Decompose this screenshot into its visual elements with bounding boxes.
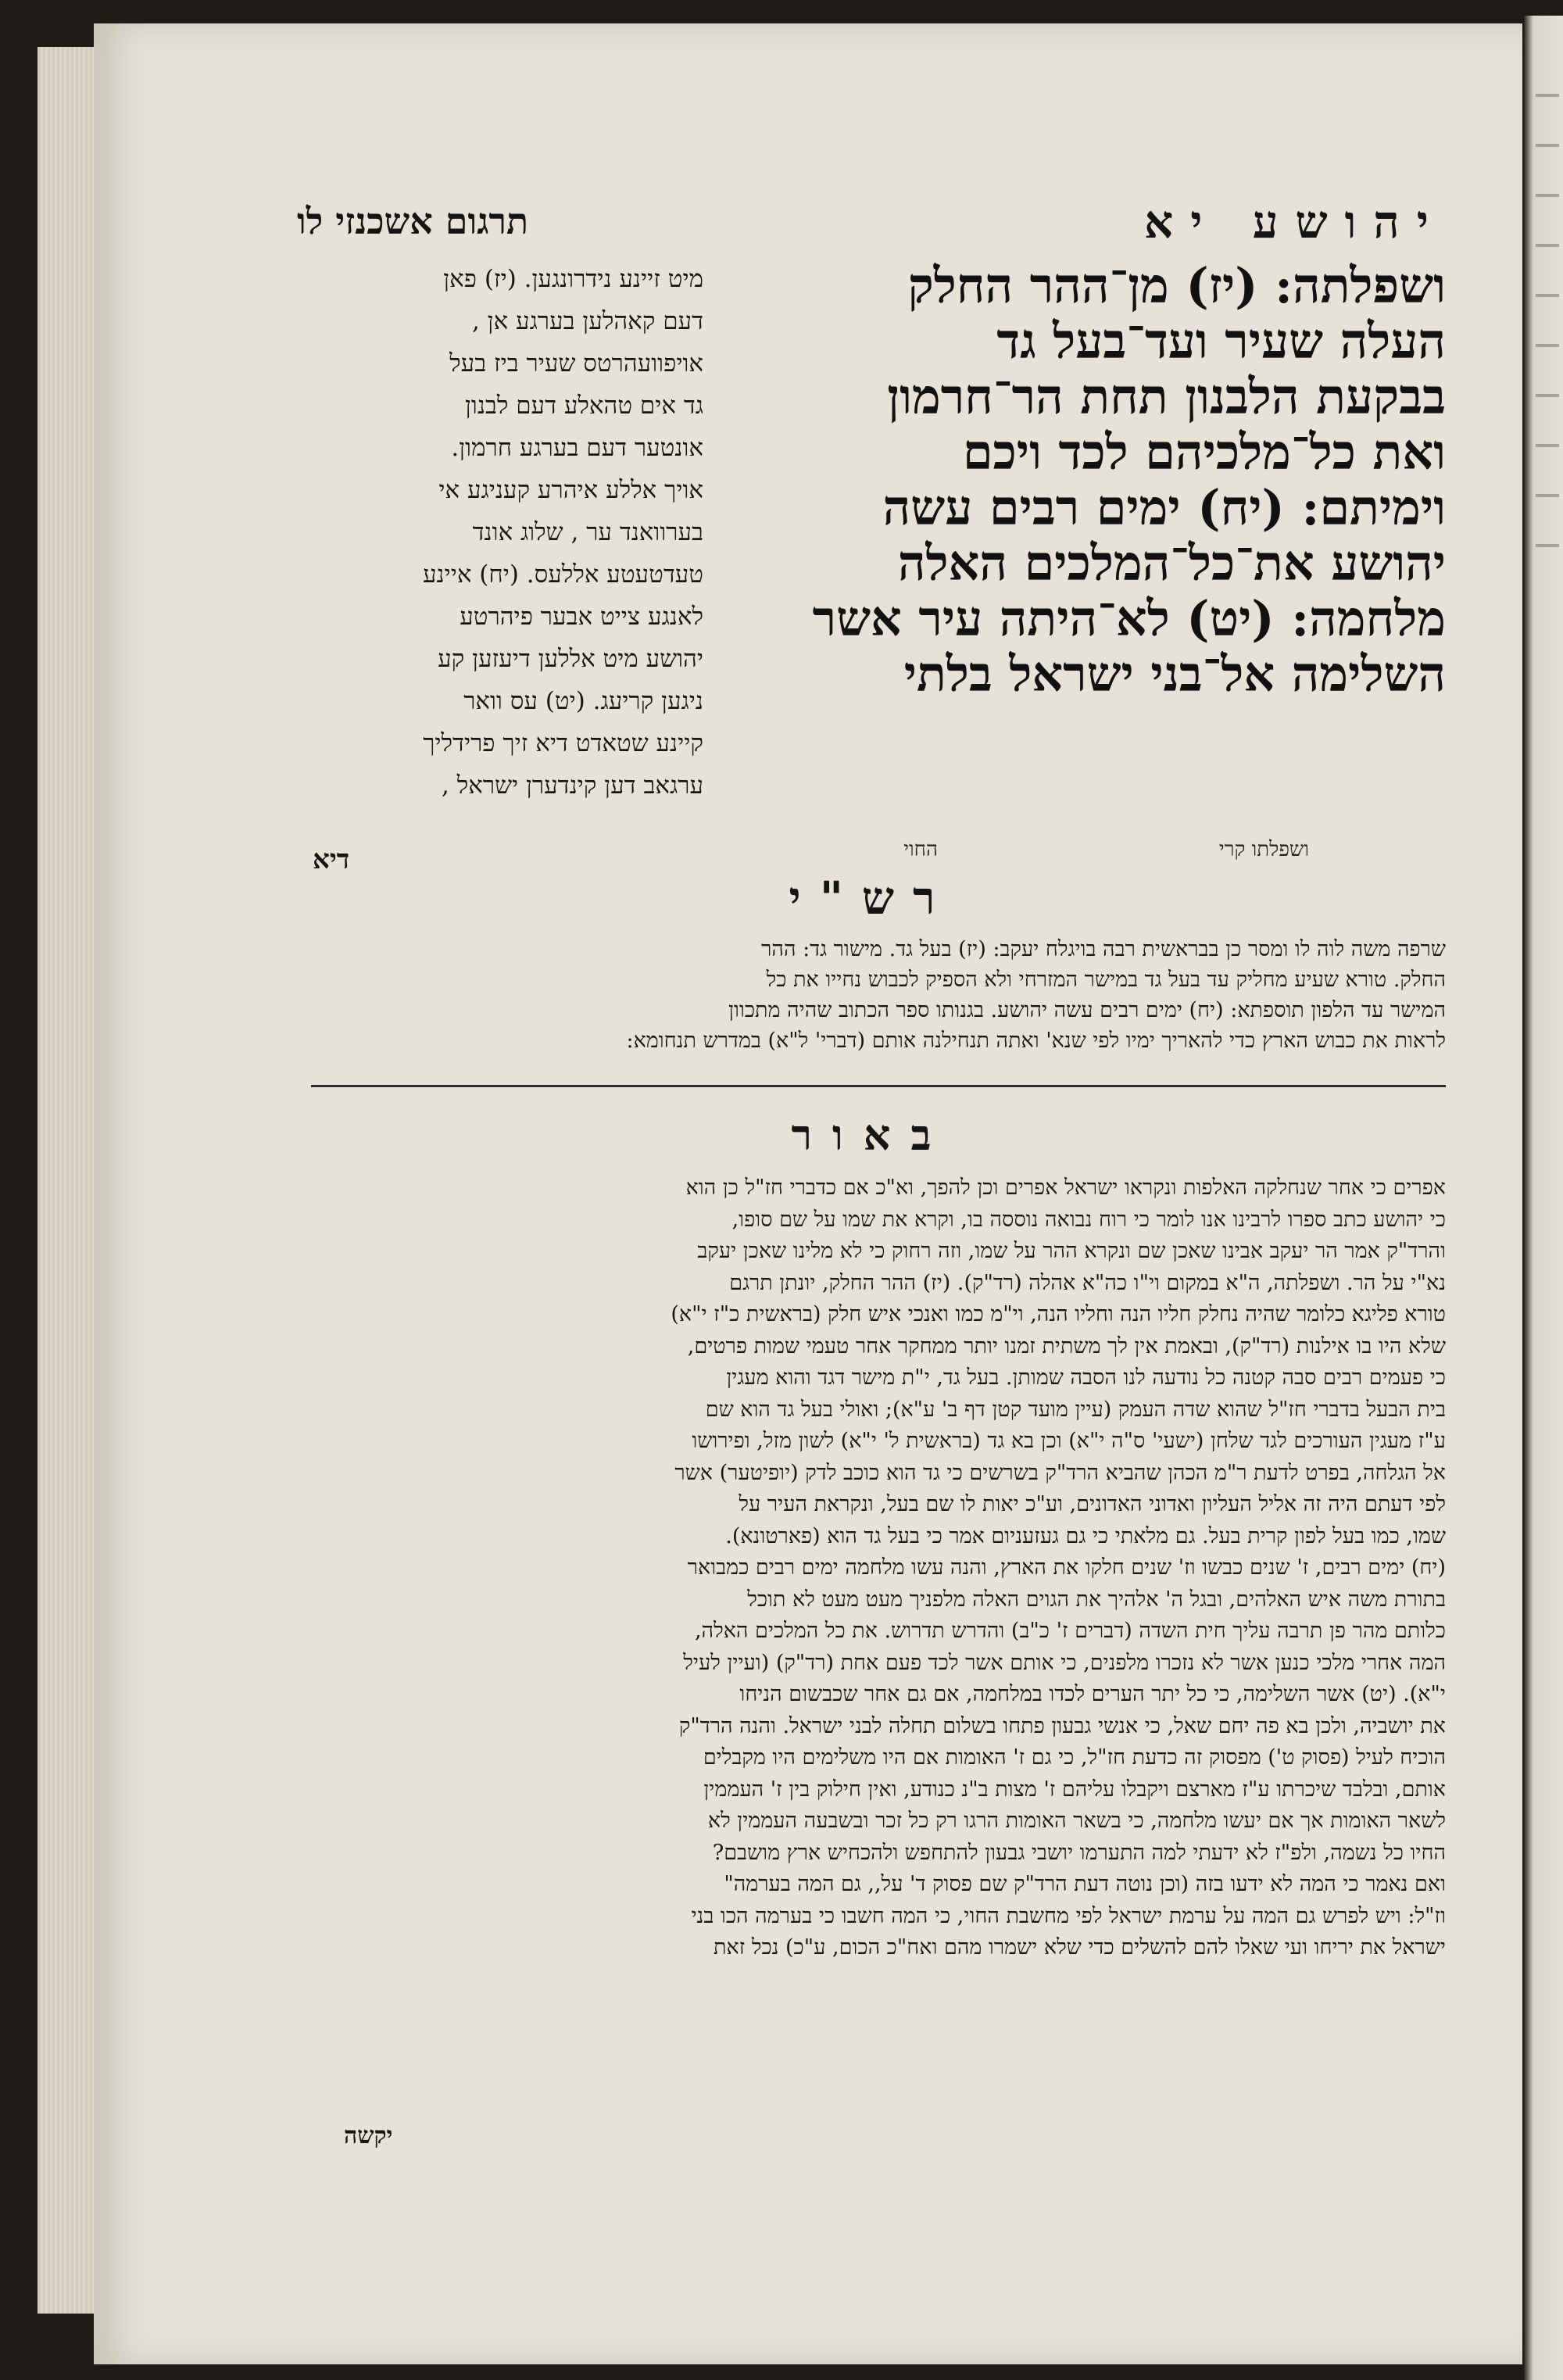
section-divider	[311, 1085, 1446, 1087]
commentary-line: אפרים כי אחר שנחלקה האלפות ונקראו ישראל אפרים וכן להפך, וא"כ אם כדברי חז"ל כן הוא	[685, 1176, 1446, 1200]
verse-line: ושפלתה: (יז) מן־ההר החלק	[907, 258, 1446, 313]
biur-commentary	[311, 1172, 1446, 1964]
commentary-line: את יושביה, ולכן בא פה יחם שאל, כי אנשי גבעון פתחו בשלום תחלה לבני ישראל. והנה הרד"ק	[678, 1713, 1446, 1738]
commentary-line: אותם, ובלבד שיכרתו ע"ז מארצם ויקבלו עליהם ז' מצות ב"נ כנודע, ואין חילוק בין ז' העממין	[703, 1777, 1446, 1802]
verse-line: מלחמה: (יט) לא־היתה עיר אשר	[812, 591, 1446, 646]
commentary-line: הוכיח לעיל (פסוק ט') מפסוק זה כדעת חז"ל, כי גם ז' האומות אם היו משלימים היו מקבלים	[703, 1745, 1446, 1770]
commentary-line: לשאר האומות אך אם יעשו מלחמה, כי בשאר האומות הרגו רק כל זכר ובשבעה העממין לא	[707, 1809, 1446, 1833]
commentary-line: ע"ז מעגין העורכים לגד שלחן (ישעי' ס"ה י"א) וכן בא גד (בראשית ל' י"א) לשון מזל, ופירושו	[692, 1429, 1446, 1453]
commentary-line: המישר עד הלפון תוספתא: (יח) ימים רבים עשה יהושע. בגנותו ספר הכתוב שהיה מתכוון	[728, 998, 1446, 1022]
translation-line: יהושע מיט אללען דיעזען קע	[438, 645, 703, 673]
verse-line: בבקעת הלבנון תחת הר־חרמון	[887, 369, 1446, 424]
translation-line: קיינע שטאדט דיא זיך פרידליך	[423, 729, 703, 757]
rashi-commentary	[311, 934, 1446, 1056]
commentary-line: ואם נאמר כי המה לא ידעו בזה (וכן נוטה דעת הרד"ק שם פסוק ד' על,, גם המה בערמה"	[724, 1872, 1446, 1896]
commentary-line: ישראל את יריחו ועי שאלו להם להשלים כדי שלא ישמרו מהם ואח"כ הכום, ע"כ) נכל זאת	[714, 1935, 1446, 1959]
rashi-heading: רש"י	[789, 871, 954, 925]
commentary-line: (יח) ימים רבים, ז' שנים כבשו וז' שנים חלקו את הארץ, והנה עשו מלחמה ימים רבים כמבואר	[687, 1555, 1446, 1580]
biblical-text-column	[735, 258, 1446, 702]
translation-line: לאנגע צייט אבער פיהרטע	[460, 603, 703, 631]
translation-line: אונטער דעם בערגע חרמון.	[451, 434, 703, 462]
commentary-line: שלא היו בו אילנות (רד"ק), ובאמת אין לך משתית זמנו יותר ממחקר אחר טעמי שמות פרטים,	[687, 1333, 1446, 1358]
yiddish-translation-column	[297, 258, 703, 807]
commentary-line: י"א). (יט) אשר השלימה, כי כל יתר הערים לכדו במלחמה, אם גם אחר שכבשום הניחו	[739, 1682, 1446, 1706]
translation-line: גד אים טהאלע דעם לבנון	[465, 392, 703, 420]
commentary-line: נא"י על הר. ושפלתה, ה"א במקום וי"ו כה"א אהלה (רד"ק). (יז) ההר החלק, יונתן תרגם	[729, 1270, 1446, 1295]
commentary-line: וז"ל: ויש לפרש גם המה על ערמת ישראל לפי מחשבת החוי, כי המה חשבו כי בערמה הכו בני	[691, 1903, 1446, 1928]
commentary-line: לפי דעתם היה זה אליל העליון ואדוני האדונים, וע"כ יאות לו שם בעל, ונקראת העיר על	[739, 1492, 1446, 1516]
commentary-line: טורא פליגא כלומר שהיה נחלק חליו הנה וחליו הנה, וי"מ כמו ואנכי איש חלק (בראשית כ"ז י"א)	[671, 1302, 1446, 1326]
biur-heading: באור	[791, 1110, 952, 1160]
translation-line: דעם קאהלען בערגע אן ,	[471, 307, 703, 335]
verse-line: העלה שעיר ועד־בעל גד	[996, 313, 1446, 369]
commentary-line: כי פעמים רבים סבה קטנה כל נודעה לנו הסבה שמותן. בעל גד, י"ת מישר דגד והוא מעגין	[726, 1365, 1446, 1390]
verse-line: ואת כל־מלכיהם לכד ויכם	[962, 424, 1446, 480]
translation-line: בערוואנד ער , שלוג אונד	[472, 518, 703, 546]
kri-note: ושפלתו קרי	[1218, 838, 1309, 861]
running-header	[297, 195, 1446, 250]
commentary-line: שרפה משה לוה לו ומסר כן בבראשית רבה בויגלח יעקב: (יז) בעל גד. מישור גד: ההר	[761, 937, 1446, 961]
facing-page-text-fragment	[1536, 47, 1559, 594]
page-catchword: יקשה	[344, 2122, 393, 2149]
verse-line: יהושע את־כל־המלכים האלה	[897, 535, 1446, 591]
commentary-line: החלק. טורא שעיע מחליק עד בעל גד במישר המזרחי ולא הספיק לכבוש נחייו את כל	[766, 968, 1446, 992]
commentary-line: שמו, כמו בעל לפון קרית בעל. גם מלאתי כי גם געזעניום אמר כי בעל גד הוא (פארטונא).	[725, 1523, 1446, 1548]
commentary-line: כלותם מהר פן תרבה עליך חית השדה (דברים ז' כ"ב) והדרש תדרוש. את כל המלכים האלה,	[694, 1619, 1446, 1643]
translation-line: אויך אללע איהרע קעניגע אי	[438, 476, 703, 504]
translation-line: אויפוועהרטס שעיר ביז בעל	[449, 349, 703, 378]
verse-line: וימיתם: (יח) ימים רבים עשה	[882, 480, 1446, 535]
commentary-line: המה אחרי מלכי כנען אשר לא נזכרו מלפנים, כי אותם אשר לכד פעם אחת (רד"ק) (ועיין לעיל	[683, 1650, 1446, 1675]
verse-line: השלימה אל־בני ישראל בלתי	[903, 646, 1446, 702]
commentary-line: לראות את כבוש הארץ כדי להאריך ימיו לפי שנא' ואתה תנחילנה אותם (דברי' ל"א) במדרש תנחומא:	[626, 1029, 1446, 1053]
commentary-line: כי יהושע כתב ספרו לרבינו אנו לומר כי רוח נבואה נוססה בו, וקרא את שמו על שם סופו,	[731, 1207, 1446, 1232]
marginal-notes-row	[297, 838, 1446, 869]
commentary-line: בתורת משה איש האלהים, ובגל ה' אלהיך את הגוים האלה מלפניך מעט מעט לא תוכל	[747, 1587, 1446, 1612]
commentary-line: אל הגלחה, בפרט לדעת ר"מ הכהן שהביא הרד"ק בשרשים כי גד הוא כוכב לדק (יופיטער) אשר	[674, 1460, 1446, 1485]
targum-title-page-number: תרגום אשכנזי לו	[297, 200, 529, 242]
translation-line: ניגען קריעג. (יט) עס וואר	[463, 687, 703, 715]
hahivi-note: החוי	[903, 838, 938, 861]
commentary-line: והרד"ק אמר הר יעקב אבינו שאכן שם ונקרא ההר על שמו, וזה רחוק כי לא מלינו שאכן יעקב	[697, 1239, 1446, 1263]
commentary-line: בית הבעל בדברי חז"ל שהוא שדה העמק (עיין מועד קטן דף ב' ע"א); ואולי בעל גד הוא שם	[705, 1397, 1446, 1422]
book-chapter-title: יהושע יא	[1144, 195, 1446, 249]
translation-line: מיט זיינע נידרונגען. (יז) פאן	[443, 265, 703, 293]
commentary-line: החיו כל נשמה, ולפ"ז לא ידעתי למה התערמו יושבי גבעון להתחפש ולהכחיש ארץ מושבם?	[712, 1840, 1446, 1865]
translation-line: טעדטעטע אללעס. (יח) איינע	[422, 560, 703, 589]
targum-catchword: דיא	[313, 844, 350, 875]
translation-line: ערגאב דען קינדערן ישראל ,	[442, 771, 703, 800]
